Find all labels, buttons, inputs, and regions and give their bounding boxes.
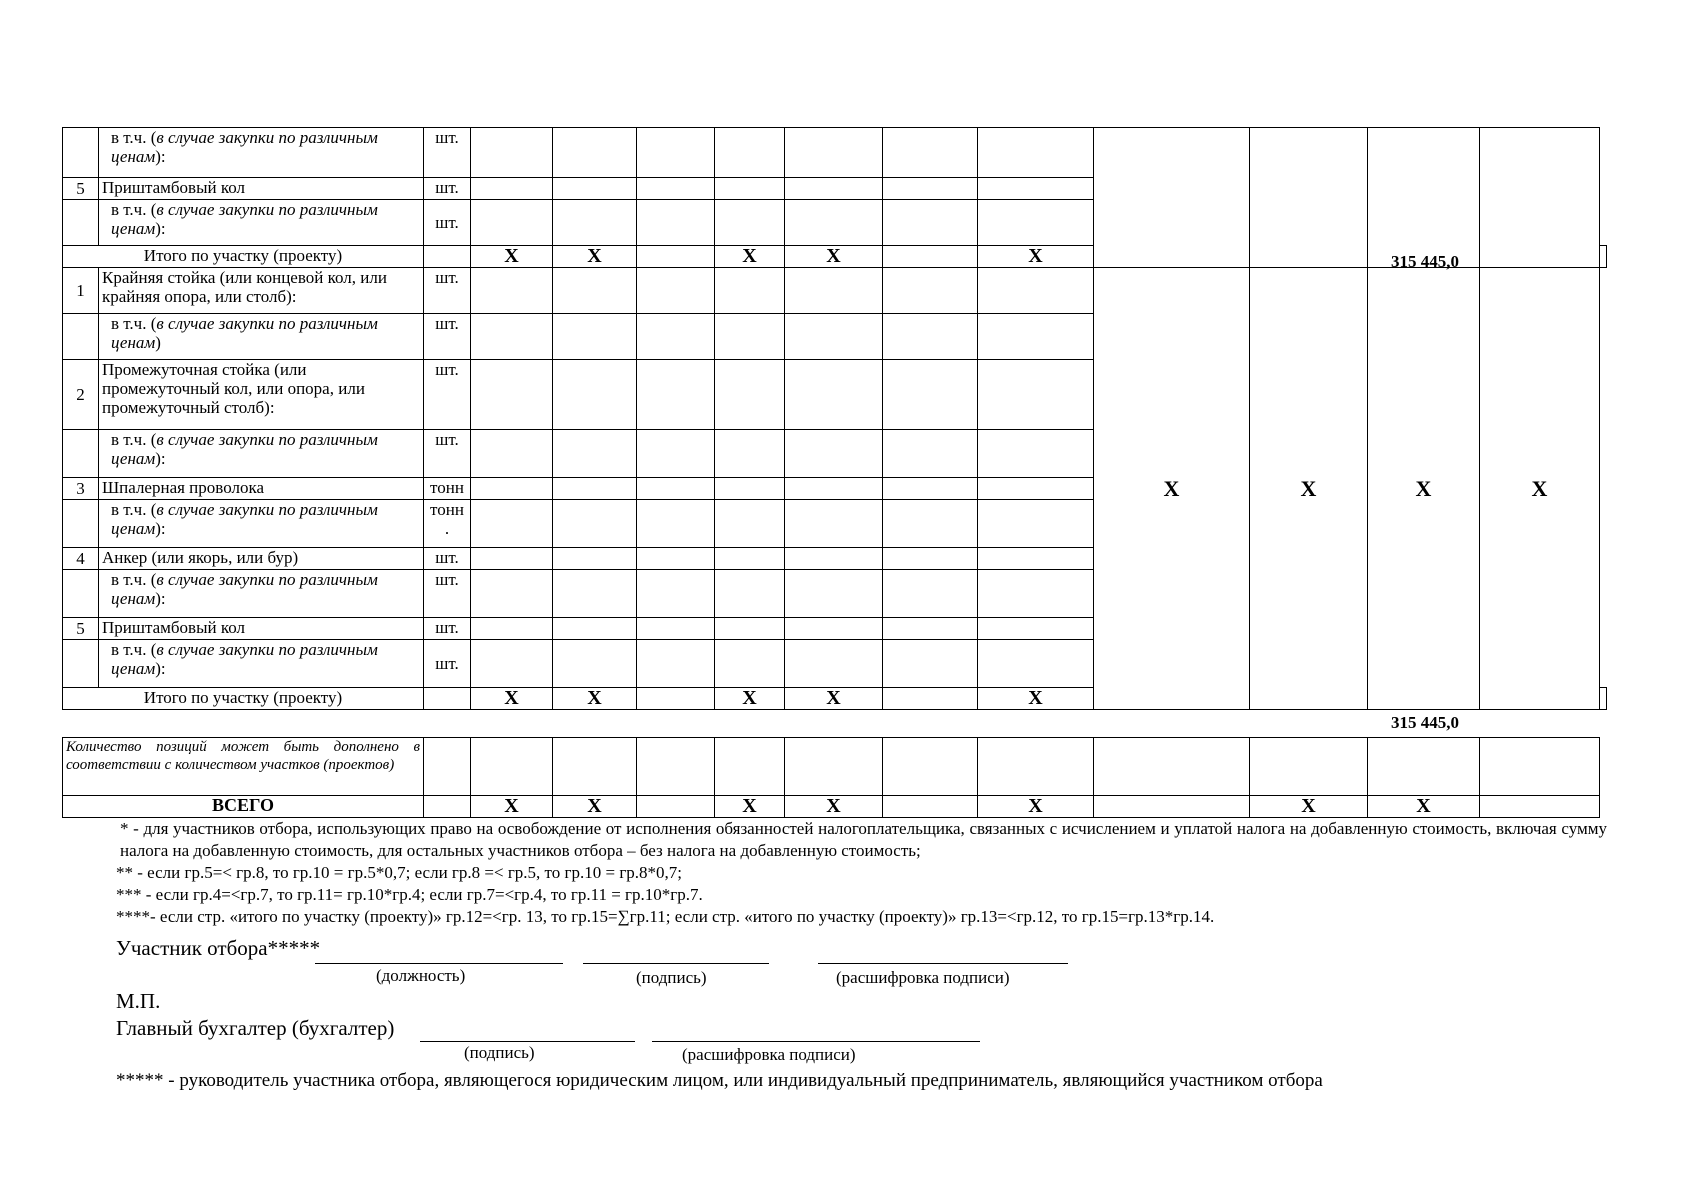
costs-table [62,127,1607,710]
footnote-1: * - для участников отбора, использующих право на освобождение от исполнения обязанностей налогоплательщика, связанных с исчислением и уплатой налога на добавленную стоимость, включая сумму налога на добавленную стоимость, для остальных участников отбора – без налога на добавленную стоимость; [120,819,1607,860]
row-name-cell: в т.ч. (в случае закупки по различным ценам): [99,640,424,688]
grand-total-label: ВСЕГО [63,796,424,818]
stamp-label: М.П. [116,989,161,1013]
row-name-cell: в т.ч. (в случае закупки по различным ценам): [99,570,424,618]
signature-line [583,963,769,964]
row-num-cell [63,570,99,618]
row-num-cell: 5 [63,618,99,640]
x-mark: Х [785,688,883,710]
row-name-cell: в т.ч. (в случае закупки по различным ценам): [99,500,424,548]
x-mark: Х [978,796,1094,818]
x-mark: Х [785,246,883,268]
x-mark: Х [1480,268,1600,710]
row-name-cell: в т.ч. (в случае закупки по различным ценам): [99,430,424,478]
row-num-cell [63,128,99,178]
row-name-cell: Шпалерная проволока [99,478,424,500]
row-name-cell: Крайняя стойка (или концевой кол, или крайняя опора, или столб): [99,268,424,314]
unit-cell: шт. [424,640,471,688]
unit-cell: шт. [424,268,471,314]
x-mark: Х [715,246,785,268]
table-row [63,738,1607,796]
unit-cell: тонн [424,478,471,500]
position-caption: (должность) [376,966,466,985]
unit-cell: шт. [424,200,471,246]
merged-cell [1250,128,1368,268]
footnote-5: ***** - руководитель участника отбора, являющегося юридическим лицом, или индивидуальный предприниматель, являющийся участником отбора [116,1070,1323,1091]
merged-cell [1368,128,1480,268]
x-mark: Х [553,796,637,818]
note-cell: Количество позиций может быть дополнено в соответствии с количеством участков (проектов) [63,738,424,796]
position-line [315,963,563,964]
merged-cell [1480,128,1600,268]
acc-signature-caption: (подпись) [464,1043,535,1062]
table-row [63,128,1607,178]
total-value: 315 445,0 [1391,713,1459,732]
unit-cell: шт. [424,618,471,640]
total-value: 315 445,0 [1391,252,1459,271]
footnote-4: ****- если стр. «итого по участку (проекту)» гр.12=<гр. 13, то гр.15=∑гр.11; если стр. «итого по участку (проекту)» гр.13=<гр.12, то гр.15=гр.13*гр.14. [116,907,1215,926]
decoding-caption: (расшифровка подписи) [836,968,1010,987]
unit-cell: шт. [424,430,471,478]
row-num-cell [63,430,99,478]
x-mark: Х [1368,796,1480,818]
unit-cell: шт. [424,314,471,360]
acc-decoding-line [652,1041,980,1042]
x-mark: Х [1368,268,1480,710]
accountant-label: Главный бухгалтер (бухгалтер) [116,1016,395,1040]
unit-cell: шт. [424,128,471,178]
x-mark: Х [715,796,785,818]
x-mark: Х [1250,796,1368,818]
decoding-line [818,963,1068,964]
row-num-cell: 4 [63,548,99,570]
x-mark: Х [978,246,1094,268]
x-mark: Х [978,688,1094,710]
x-mark: Х [471,688,553,710]
row-num-cell [63,314,99,360]
x-mark: Х [1250,268,1368,710]
participant-label: Участник отбора***** [116,936,321,960]
merged-cell [1094,128,1250,268]
summary-table [62,737,1607,818]
total-label: Итого по участку (проекту) [63,688,424,710]
x-mark: Х [715,688,785,710]
row-name-cell: Приштамбовый кол [99,618,424,640]
row-name-cell: Промежуточная стойка (или промежуточный кол, или опора, или промежуточный столб): [99,360,424,430]
total-label: Итого по участку (проекту) [63,246,424,268]
row-num-cell [63,500,99,548]
row-num-cell [63,640,99,688]
acc-signature-line [420,1041,635,1042]
unit-cell: шт. [424,178,471,200]
row-name-cell: в т.ч. (в случае закупки по различным ценам): [99,200,424,246]
row-name-cell: Приштамбовый кол [99,178,424,200]
x-mark: Х [1094,268,1250,710]
unit-cell: тонн . [424,500,471,548]
table-row [63,268,1607,314]
footnote-3: *** - если гр.4=<гр.7, то гр.11= гр.10*гр.4; если гр.7=<гр.4, то гр.11 = гр.10*гр.7. [116,885,703,904]
row-name-cell: Анкер (или якорь, или бур) [99,548,424,570]
table-row-grand-total [63,796,1607,818]
row-num-cell: 3 [63,478,99,500]
signature-caption: (подпись) [636,968,707,987]
x-mark: Х [471,796,553,818]
row-num-cell: 2 [63,360,99,430]
acc-decoding-caption: (расшифровка подписи) [682,1045,856,1064]
row-name-cell: в т.ч. (в случае закупки по различным ценам): [99,128,424,178]
row-num-cell [63,200,99,246]
row-num-cell: 5 [63,178,99,200]
unit-cell: шт. [424,360,471,430]
row-num-cell: 1 [63,268,99,314]
footnotes [62,818,1607,928]
row-name-cell: в т.ч. (в случае закупки по различным ценам) [99,314,424,360]
x-mark: Х [471,246,553,268]
footnote-2: ** - если гр.5=< гр.8, то гр.10 = гр.5*0,7; если гр.8 =< гр.5, то гр.10 = гр.8*0,7; [116,863,683,882]
x-mark: Х [785,796,883,818]
x-mark: Х [553,688,637,710]
unit-cell: шт. [424,570,471,618]
unit-cell: шт. [424,548,471,570]
x-mark: Х [553,246,637,268]
